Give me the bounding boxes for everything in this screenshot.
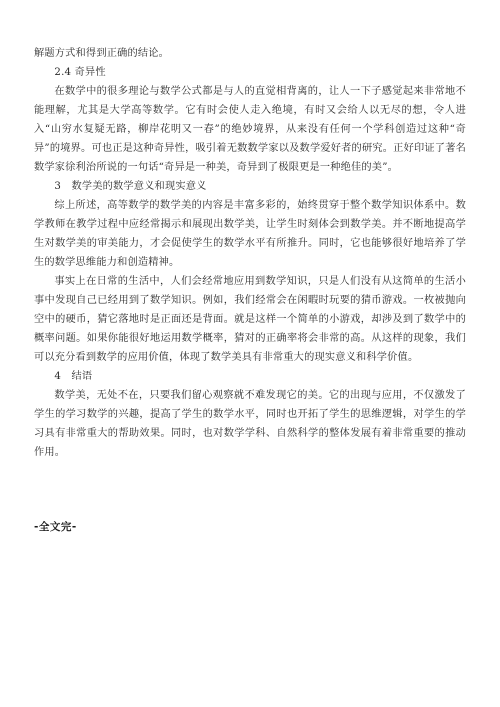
section-3-paragraph-2: 事实上在日常的生活中，人们会经常地应用到数学知识，只是人们没有从这简单的生活小事中发现自己已经用到了数学知识。例如，我们经常会在闲暇时玩要的猜币游戏。一枚被抛向空中的硬币，猜它落地时是正面还是背面。就是这样一个简单的小游戏，却涉及到了数学中的概率问题。如果你能很好地运用数学概率，猜对的正确率将会非常的高。从这样的现象，我们可以充分看到数学的应用价值，体现了数学美具有非常重大的现实意义和科学价值。 xyxy=(34,276,466,363)
end-of-text-mark: -全文完- xyxy=(34,521,77,533)
article-body xyxy=(34,44,466,462)
lead-line: 解题方式和得到正确的结论。 xyxy=(34,48,170,59)
section-heading-2-4: 2.4 奇异性 xyxy=(54,67,106,78)
section-heading-3: 3 数学美的数学意义和现实意义 xyxy=(54,181,207,192)
section-4-paragraph: 数学美，无处不在，只要我们留心观察就不难发现它的美。它的出现与应用，不仅激发了学生的学习数学的兴趣，提高了学生的数学水平，同时也开拓了学生的思维逻辑，对学生的学习具有非常重大的帮助效果。同时，也对数学学科、自然科学的整体发展有着非常重要的推动作用。 xyxy=(34,390,466,458)
section-2-4-paragraph: 在数学中的很多理论与数学公式都是与人的直觉相背离的，让人一下子感觉起来非常地不能理解，尤其是大学高等数学。它有时会使人走入绝境，有时又会给人以无尽的想，令人进入“山穷水复疑无路，柳岸花明又一春”的绝妙境界，从来没有任何一个学科创造过这种“奇异”的境界。可也正是这种奇异性，吸引着无数数学家以及数学爱好者的研究。正好印证了著名数学家徐利治所说的一句话“奇异是一种美，奇异到了极限更是一种绝佳的美”。 xyxy=(34,86,466,173)
section-3-paragraph-1: 综上所述，高等数学的数学美的内容是丰富多彩的，始终贯穿于整个数学知识体系中。数学教师在教学过程中应经常揭示和展现出数学美，让学生时刻体会到数学美。并不断地提高学生对数学美的审美能力，才会促使学生的数学水平有所推升。同时，它也能够很好地培养了学生的数学思维能力和创造精神。 xyxy=(34,200,466,268)
section-heading-4: 4 结语 xyxy=(54,371,93,382)
